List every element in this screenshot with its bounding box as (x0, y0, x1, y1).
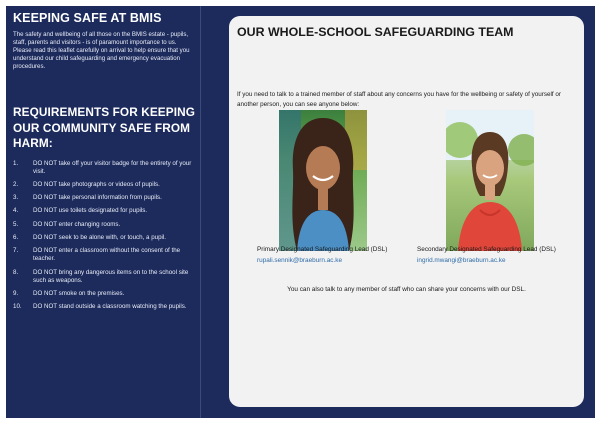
secondary-dsl-role: Secondary Designated Safeguarding Lead (DSL) (417, 246, 556, 253)
rule-number: 8. (13, 268, 19, 276)
rule-number: 4. (13, 207, 19, 215)
rule-item (13, 207, 195, 215)
safeguarding-team-panel (229, 16, 584, 407)
rule-item (13, 234, 195, 242)
left-column (13, 11, 195, 316)
rule-text: DO NOT stand outside a classroom watching the pupils. (33, 303, 187, 311)
rule-item (13, 247, 195, 263)
rule-number: 6. (13, 233, 19, 241)
rule-text: DO NOT enter changing rooms. (33, 220, 121, 228)
rule-number: 5. (13, 220, 19, 228)
secondary-dsl-email-link[interactable]: ingrid.mwangi@braeburn.ac.ke (417, 257, 506, 264)
rule-number: 1. (13, 159, 19, 167)
primary-dsl-role: Primary Designated Safeguarding Lead (DSL) (257, 246, 388, 253)
rule-item (13, 303, 195, 311)
footer-note: You can also talk to any member of staff who can share your concerns with our DSL. (287, 286, 526, 293)
rule-text: DO NOT seek to be alone with, or touch, a pupil. (33, 233, 166, 241)
secondary-dsl-photo (446, 110, 534, 251)
team-intro: If you need to talk to a trained member of staff about any concerns you have for the wellbeing or safety of yourself or another person, you can see anyone below: (237, 91, 562, 108)
rules-list (13, 160, 195, 312)
rule-item (13, 290, 195, 298)
team-heading: OUR WHOLE-SCHOOL SAFEGUARDING TEAM (237, 25, 514, 39)
rule-number: 10. (13, 303, 22, 311)
primary-dsl-photo (279, 110, 367, 251)
rule-item (13, 194, 195, 202)
rule-item (13, 181, 195, 189)
rule-number: 3. (13, 194, 19, 202)
rule-text: DO NOT enter a classroom without the consent of the teacher. (33, 247, 181, 263)
rule-text: DO NOT use toilets designated for pupils. (33, 207, 148, 215)
rule-text: DO NOT take off your visitor badge for the entirety of your visit. (33, 159, 192, 175)
rule-item (13, 221, 195, 229)
intro-paragraph: The safety and wellbeing of all those on the BMIS estate - pupils, staff, parents and visitors - is of paramount importance to us. Please read this leaflet carefully on arrival to help ensure that you understand our child safeguarding and emergency evacuation procedures. (13, 31, 190, 70)
rule-number: 7. (13, 247, 19, 255)
rule-item (13, 269, 195, 285)
leaflet-title: KEEPING SAFE AT BMIS (13, 11, 162, 25)
rule-number: 9. (13, 289, 19, 297)
rule-text: DO NOT bring any dangerous items on to the school site such as weapons. (33, 268, 189, 284)
rule-text: DO NOT take personal information from pupils. (33, 194, 162, 202)
rule-text: DO NOT smoke on the premises. (33, 289, 125, 297)
rule-text: DO NOT take photographs or videos of pupils. (33, 180, 160, 188)
rule-item (13, 160, 195, 176)
rule-number: 2. (13, 180, 19, 188)
column-divider (200, 6, 201, 418)
requirements-heading: REQUIREMENTS FOR KEEPING OUR COMMUNITY SAFE FROM HARM: (13, 105, 195, 150)
primary-dsl-email-link[interactable]: rupali.sennik@braeburn.ac.ke (257, 257, 342, 264)
